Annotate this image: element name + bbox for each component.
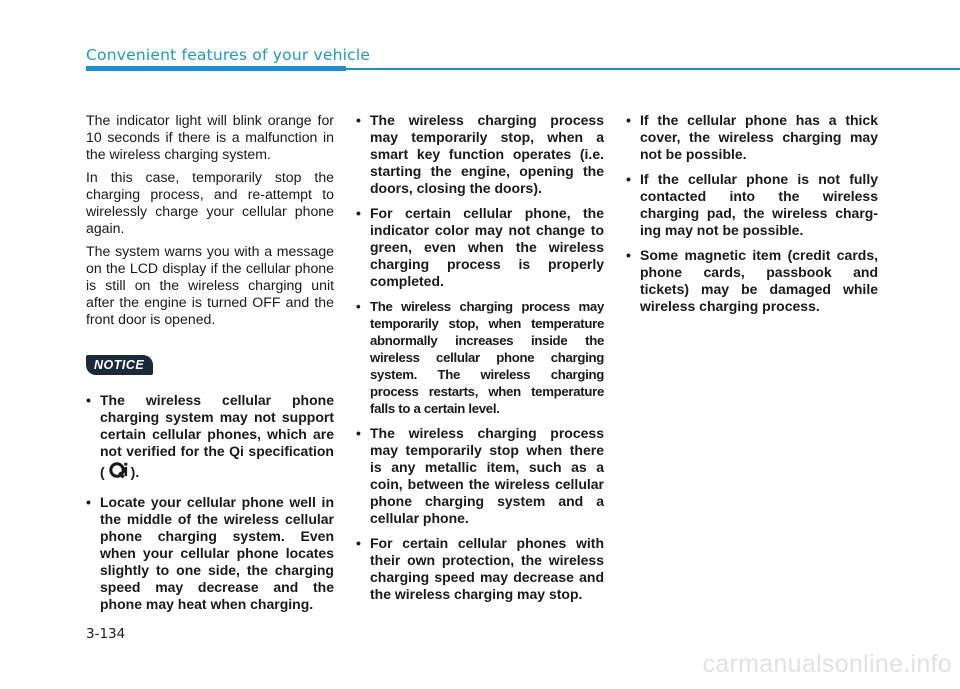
notice-list xyxy=(626,112,878,315)
column-middle xyxy=(356,112,604,611)
notice-item: • Locate your cellular phone well in the middle of the wireless cellular phone charging system. Even when your cellular phone locates slightly to one side, the charging speed may decrease and the phone may heat when charging. xyxy=(86,494,334,613)
notice-list xyxy=(356,112,604,603)
notice-list xyxy=(86,392,334,613)
qi-logo-icon xyxy=(107,460,129,486)
notice-item-text-end: ). xyxy=(130,464,140,480)
notice-item: • If the cellular phone has a thick cover, the wireless charging may not be possible. xyxy=(626,112,878,163)
notice-item xyxy=(86,392,334,486)
paragraph: The indicator light will blink orange for 10 seconds if there is a malfunction in the wireless charging system. xyxy=(86,112,334,162)
header-rule-thick xyxy=(86,66,346,71)
notice-item: • The wireless charging process may temporarily stop, when a smart key function operates (i.e. starting the engine, opening the doors, closing the doors). xyxy=(356,112,604,197)
notice-item: • Some magnetic item (credit cards, phone cards, passbook and tickets) may be damaged while wireless charging process. xyxy=(626,247,878,315)
column-left xyxy=(86,112,334,621)
notice-item: • For certain cellular phone, the indicator color may not change to green, even when the wireless charging process is properly completed. xyxy=(356,205,604,290)
paragraph: In this case, temporarily stop the charging process, and re-attempt to wirelessly charge your cellular phone again. xyxy=(86,169,334,236)
section-title: Convenient features of your vehicle xyxy=(86,46,371,64)
notice-item-text: The wireless cellular phone charging system may not support certain cellular phones, which are not verified for the Qi specification ( xyxy=(100,392,334,480)
notice-item: • The wireless charging process may temporarily stop, when temperature abnormally increases inside the wireless cellular phone charging system. The wireless charging process restarts, when temperature falls to a certain level. xyxy=(356,298,604,417)
column-right xyxy=(626,112,878,323)
notice-badge: NOTICE xyxy=(86,355,153,375)
header-rule-thin xyxy=(346,68,960,70)
notice-item: • The wireless charging process may temporarily stop when there is any metallic item, such as a coin, between the wireless cellular phone charging system and a cellular phone. xyxy=(356,425,604,527)
watermark: carmanualsonline.info xyxy=(702,650,952,678)
notice-item: • If the cellular phone is not fully contacted into the wireless charging pad, the wireless charging may not be possible. xyxy=(626,171,878,239)
notice-item: • For certain cellular phones with their own protection, the wireless charging speed may decrease and the wireless charging may stop. xyxy=(356,535,604,603)
page-number: 3-134 xyxy=(86,626,126,642)
paragraph: The system warns you with a message on the LCD display if the cellular phone is still on the wireless charging unit after the engine is turned OFF and the front door is opened. xyxy=(86,243,334,327)
